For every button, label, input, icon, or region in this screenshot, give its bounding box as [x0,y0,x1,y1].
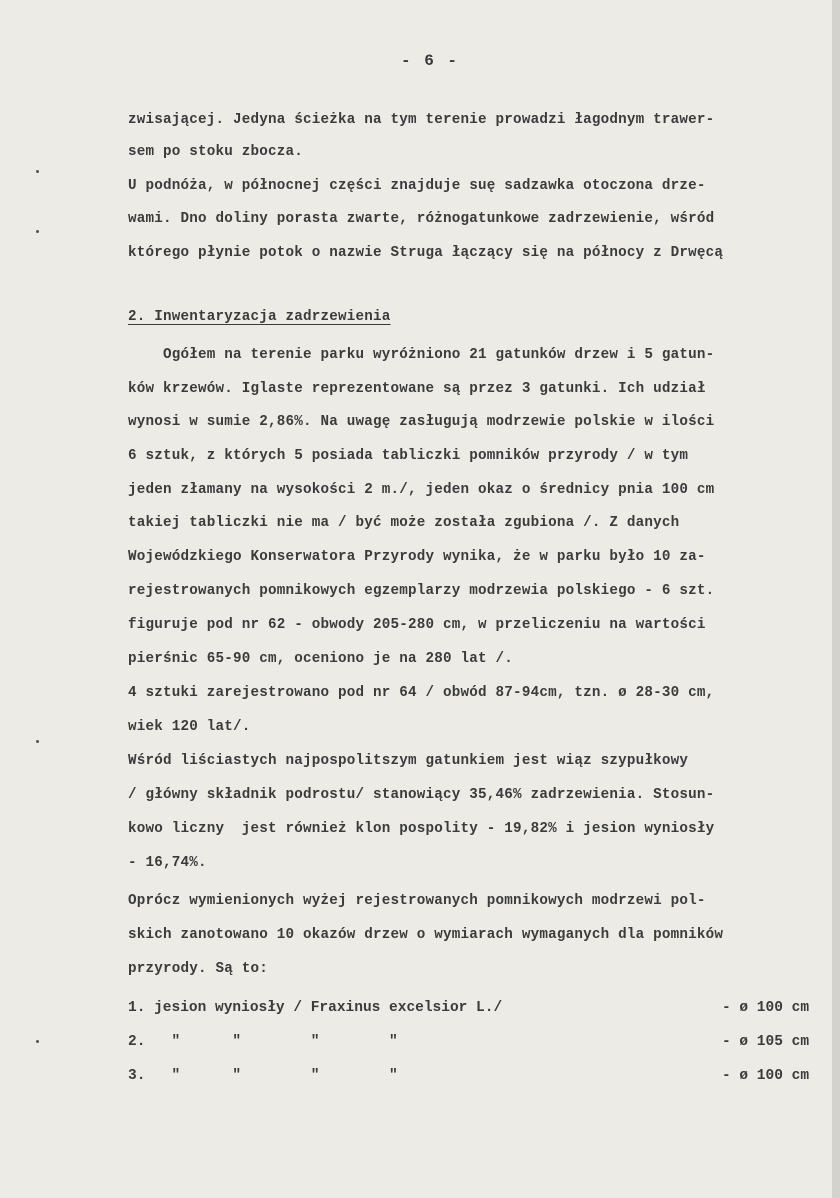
text-line: 6 sztuk, z których 5 posiada tabliczki pomników przyrody / w tym [128,448,689,464]
text-line: - 16,74%. [128,855,207,871]
margin-mark [36,740,39,743]
text-line: jeden złamany na wysokości 2 m./, jeden okaz o średnicy pnia 100 cm [128,482,715,498]
list-item-measure: - ø 105 cm [722,1034,810,1050]
text-line: 4 sztuki zarejestrowano pod nr 64 / obwód 87-94cm, tzn. ø 28-30 cm, [128,685,715,701]
text-line: ków krzewów. Iglaste reprezentowane są przez 3 gatunki. Ich udział [128,381,706,397]
text-line: wiek 120 lat/. [128,719,251,735]
text-line: rejestrowanych pomnikowych egzemplarzy modrzewia polskiego - 6 szt. [128,583,715,599]
text-line: zwisającej. Jedyna ścieżka na tym terenie prowadzi łagodnym trawer- [128,112,715,128]
margin-mark [36,170,39,173]
text-line: pierśnic 65-90 cm, oceniono je na 280 lat /. [128,651,514,667]
margin-mark [36,230,39,233]
text-line: wynosi w sumie 2,86%. Na uwagę zasługują modrzewie polskie w ilości [128,414,715,430]
text-line: figuruje pod nr 62 - obwody 205-280 cm, w przeliczeniu na wartości [128,617,706,633]
page-number: - 6 - [400,52,459,70]
list-item-label: 1. jesion wyniosły / Fraxinus excelsior L./ [128,1000,503,1016]
section-heading: 2. Inwentaryzacja zadrzewienia [128,309,391,325]
text-line: kowo liczny jest również klon pospolity - 19,82% i jesion wyniosły [128,821,715,837]
text-line: skich zanotowano 10 okazów drzew o wymiarach wymaganych dla pomników [128,927,724,943]
text-line: / główny składnik podrostu/ stanowiący 35,46% zadrzewienia. Stosun- [128,787,715,803]
text-line: takiej tabliczki nie ma / być może została zgubiona /. Z danych [128,515,680,531]
list-item-measure: - ø 100 cm [722,1068,810,1084]
text-line: przyrody. Są to: [128,961,269,977]
text-line: Wojewódzkiego Konserwatora Przyrody wynika, że w parku było 10 za- [128,549,706,565]
list-item-label: 2. " " " " [128,1034,398,1050]
text-line: wami. Dno doliny porasta zwarte, różnogatunkowe zadrzewienie, wśród [128,211,715,227]
text-line: U podnóża, w północnej części znajduje suę sadzawka otoczona drze- [128,178,706,194]
margin-mark [36,1040,39,1043]
text-line: Oprócz wymienionych wyżej rejestrowanych pomnikowych modrzewi pol- [128,893,706,909]
list-item-label: 3. " " " " [128,1068,398,1084]
text-line: którego płynie potok o nazwie Struga łączący się na północy z Drwęcą [128,245,724,261]
text-line: Wśród liściastych najpospolitszym gatunkiem jest wiąz szypułkowy [128,753,689,769]
text-line: sem po stoku zbocza. [128,144,304,160]
text-line: Ogółem na terenie parku wyróżniono 21 gatunków drzew i 5 gatun- [128,347,715,363]
list-item-measure: - ø 100 cm [722,1000,810,1016]
